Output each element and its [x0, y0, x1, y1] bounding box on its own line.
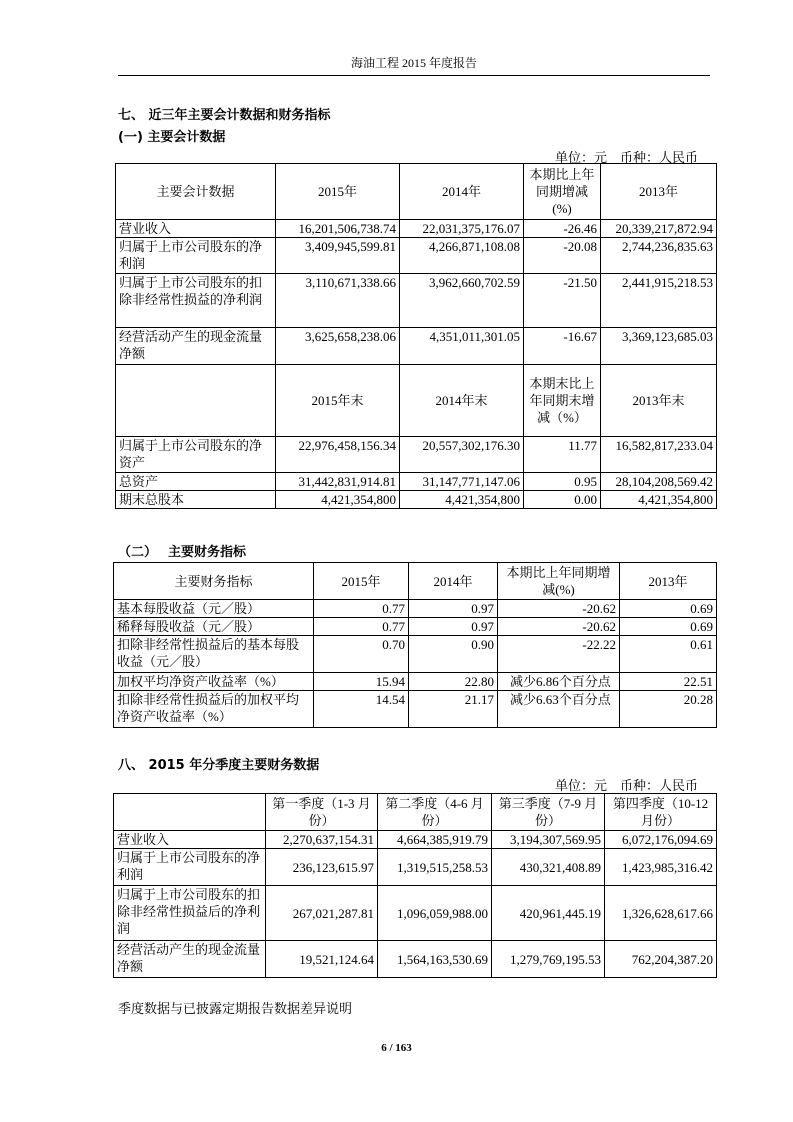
value-cell: 1,096,059,988.00	[378, 886, 492, 941]
financial-indicators-table	[113, 562, 717, 728]
row-label: 归属于上市公司股东的净利润	[114, 849, 266, 886]
value-cell: 3,110,671,338.66	[276, 274, 400, 328]
value-cell: 0.69	[620, 600, 717, 618]
value-cell: 6,072,176,094.69	[605, 831, 717, 849]
row-label: 总资产	[116, 473, 276, 491]
table-row	[114, 673, 717, 691]
table-row	[114, 941, 717, 978]
value-cell: 0.70	[314, 636, 409, 673]
header-cell: 2013年末	[601, 365, 717, 437]
table-row	[116, 491, 717, 509]
row-label: 营业收入	[116, 220, 276, 238]
row-label: 稀释每股收益（元／股）	[114, 618, 314, 636]
value-cell: 0.00	[524, 491, 601, 509]
table-row	[114, 618, 717, 636]
value-cell: 4,664,385,919.79	[378, 831, 492, 849]
value-cell: -20.08	[524, 238, 601, 274]
quarterly-data-table	[113, 793, 717, 978]
value-cell: 267,021,287.81	[266, 886, 378, 941]
quarterly-difference-note: 季度数据与已披露定期报告数据差异说明	[118, 1001, 353, 1016]
page-number: 6 / 163	[381, 1042, 412, 1054]
header-cell: 第二季度（4-6 月份）	[378, 794, 492, 831]
table-row	[114, 636, 717, 673]
value-cell: -22.22	[498, 636, 620, 673]
section8-title: 八、 2015 年分季度主要财务数据	[118, 758, 320, 773]
table-row	[116, 328, 717, 365]
table-row	[114, 886, 717, 941]
value-cell: 3,369,123,685.03	[601, 328, 717, 365]
header-cell: 2014年末	[400, 365, 524, 437]
value-cell: 762,204,387.20	[605, 941, 717, 978]
value-cell: 1,564,163,530.69	[378, 941, 492, 978]
accounting-data-table	[115, 163, 717, 509]
value-cell: 19,521,124.64	[266, 941, 378, 978]
table-row	[114, 831, 717, 849]
header-cell: 主要会计数据	[116, 164, 276, 220]
row-label: 归属于上市公司股东的扣除非经常性损益的净利润	[116, 274, 276, 328]
table-row	[114, 600, 717, 618]
value-cell: 3,409,945,599.81	[276, 238, 400, 274]
header-rule	[118, 75, 710, 76]
value-cell: 11.77	[524, 437, 601, 473]
value-cell: 2,744,236,835.63	[601, 238, 717, 274]
table-header-row	[114, 794, 717, 831]
header-cell: 第三季度（7-9 月份）	[492, 794, 605, 831]
value-cell: 31,147,771,147.06	[400, 473, 524, 491]
value-cell: 20,339,217,872.94	[601, 220, 717, 238]
value-cell: 1,423,985,316.42	[605, 849, 717, 886]
value-cell: 0.95	[524, 473, 601, 491]
value-cell: 0.90	[409, 636, 498, 673]
value-cell: 2,441,915,218.53	[601, 274, 717, 328]
value-cell: 31,442,831,914.81	[276, 473, 400, 491]
value-cell: 4,351,011,301.05	[400, 328, 524, 365]
value-cell: 4,421,354,800	[276, 491, 400, 509]
value-cell: -20.62	[498, 618, 620, 636]
value-cell: 22.51	[620, 673, 717, 691]
table-row	[116, 274, 717, 328]
header-cell: 本期比上年同期增减(%)	[524, 164, 601, 220]
value-cell: 430,321,408.89	[492, 849, 605, 886]
row-label: 扣除非经常性损益后的基本每股收益（元／股）	[114, 636, 314, 673]
value-cell: 3,625,658,238.06	[276, 328, 400, 365]
table-row	[116, 220, 717, 238]
table-row	[116, 238, 717, 274]
row-label: 扣除非经常性损益后的加权平均净资产收益率（%）	[114, 691, 314, 728]
table-header-row	[116, 164, 717, 220]
unit-label-1: 单位：元 币种：人民币	[555, 150, 699, 165]
value-cell: 22,976,458,156.34	[276, 437, 400, 473]
header-cell: 2013年	[620, 563, 717, 600]
value-cell: 3,194,307,569.95	[492, 831, 605, 849]
value-cell: 22,031,375,176.07	[400, 220, 524, 238]
row-label: 营业收入	[114, 831, 266, 849]
table-row	[114, 849, 717, 886]
value-cell: 4,421,354,800	[601, 491, 717, 509]
value-cell: 20.28	[620, 691, 717, 728]
value-cell: 1,319,515,258.53	[378, 849, 492, 886]
header-cell: 2013年	[601, 164, 717, 220]
row-label: 基本每股收益（元／股）	[114, 600, 314, 618]
header-cell: 本期比上年同期增减(%)	[498, 563, 620, 600]
value-cell: 236,123,615.97	[266, 849, 378, 886]
row-label: 归属于上市公司股东的净利润	[116, 238, 276, 274]
table-header-row	[116, 365, 717, 437]
value-cell: 减少6.63个百分点	[498, 691, 620, 728]
row-label: 加权平均净资产收益率（%）	[114, 673, 314, 691]
value-cell: 0.69	[620, 618, 717, 636]
value-cell: 0.77	[314, 600, 409, 618]
value-cell: 减少6.86个百分点	[498, 673, 620, 691]
header-cell: 2015年	[314, 563, 409, 600]
row-label: 归属于上市公司股东的净资产	[116, 437, 276, 473]
value-cell: 4,266,871,108.08	[400, 238, 524, 274]
value-cell: 20,557,302,176.30	[400, 437, 524, 473]
header-cell: 2015年末	[276, 365, 400, 437]
value-cell: 1,326,628,617.66	[605, 886, 717, 941]
header-cell: 2014年	[400, 164, 524, 220]
row-label: 归属于上市公司股东的扣除非经常性损益后的净利润	[114, 886, 266, 941]
header-cell: 主要财务指标	[114, 563, 314, 600]
section7-title: 七、 近三年主要会计数据和财务指标	[118, 108, 331, 123]
row-label: 经营活动产生的现金流量净额	[116, 328, 276, 365]
header-cell: 本期末比上年同期末增减（%）	[524, 365, 601, 437]
value-cell: 420,961,445.19	[492, 886, 605, 941]
table-row	[114, 691, 717, 728]
header-cell	[116, 365, 276, 437]
section7-sub2-title: （二） 主要财务指标	[118, 545, 247, 560]
value-cell: 0.97	[409, 618, 498, 636]
row-label: 经营活动产生的现金流量净额	[114, 941, 266, 978]
value-cell: -21.50	[524, 274, 601, 328]
value-cell: 0.77	[314, 618, 409, 636]
page-header: 海油工程 2015 年度报告	[350, 56, 477, 70]
row-label: 期末总股本	[116, 491, 276, 509]
value-cell: 16,582,817,233.04	[601, 437, 717, 473]
value-cell: 4,421,354,800	[400, 491, 524, 509]
value-cell: -26.46	[524, 220, 601, 238]
value-cell: 2,270,637,154.31	[266, 831, 378, 849]
value-cell: -16.67	[524, 328, 601, 365]
table-row	[116, 437, 717, 473]
header-cell: 第四季度（10-12 月份）	[605, 794, 717, 831]
value-cell: 15.94	[314, 673, 409, 691]
header-cell: 2015年	[276, 164, 400, 220]
unit-label-2: 单位：元 币种：人民币	[555, 778, 699, 793]
table-row	[116, 473, 717, 491]
table-header-row	[114, 563, 717, 600]
header-cell: 第一季度（1-3 月份）	[266, 794, 378, 831]
value-cell: 21.17	[409, 691, 498, 728]
value-cell: 22.80	[409, 673, 498, 691]
value-cell: 28,104,208,569.42	[601, 473, 717, 491]
header-cell: 2014年	[409, 563, 498, 600]
value-cell: 0.97	[409, 600, 498, 618]
value-cell: 0.61	[620, 636, 717, 673]
value-cell: 1,279,769,195.53	[492, 941, 605, 978]
value-cell: 3,962,660,702.59	[400, 274, 524, 328]
value-cell: -20.62	[498, 600, 620, 618]
section7-sub1-title: (一) 主要会计数据	[118, 130, 226, 145]
header-cell	[114, 794, 266, 831]
value-cell: 16,201,506,738.74	[276, 220, 400, 238]
value-cell: 14.54	[314, 691, 409, 728]
